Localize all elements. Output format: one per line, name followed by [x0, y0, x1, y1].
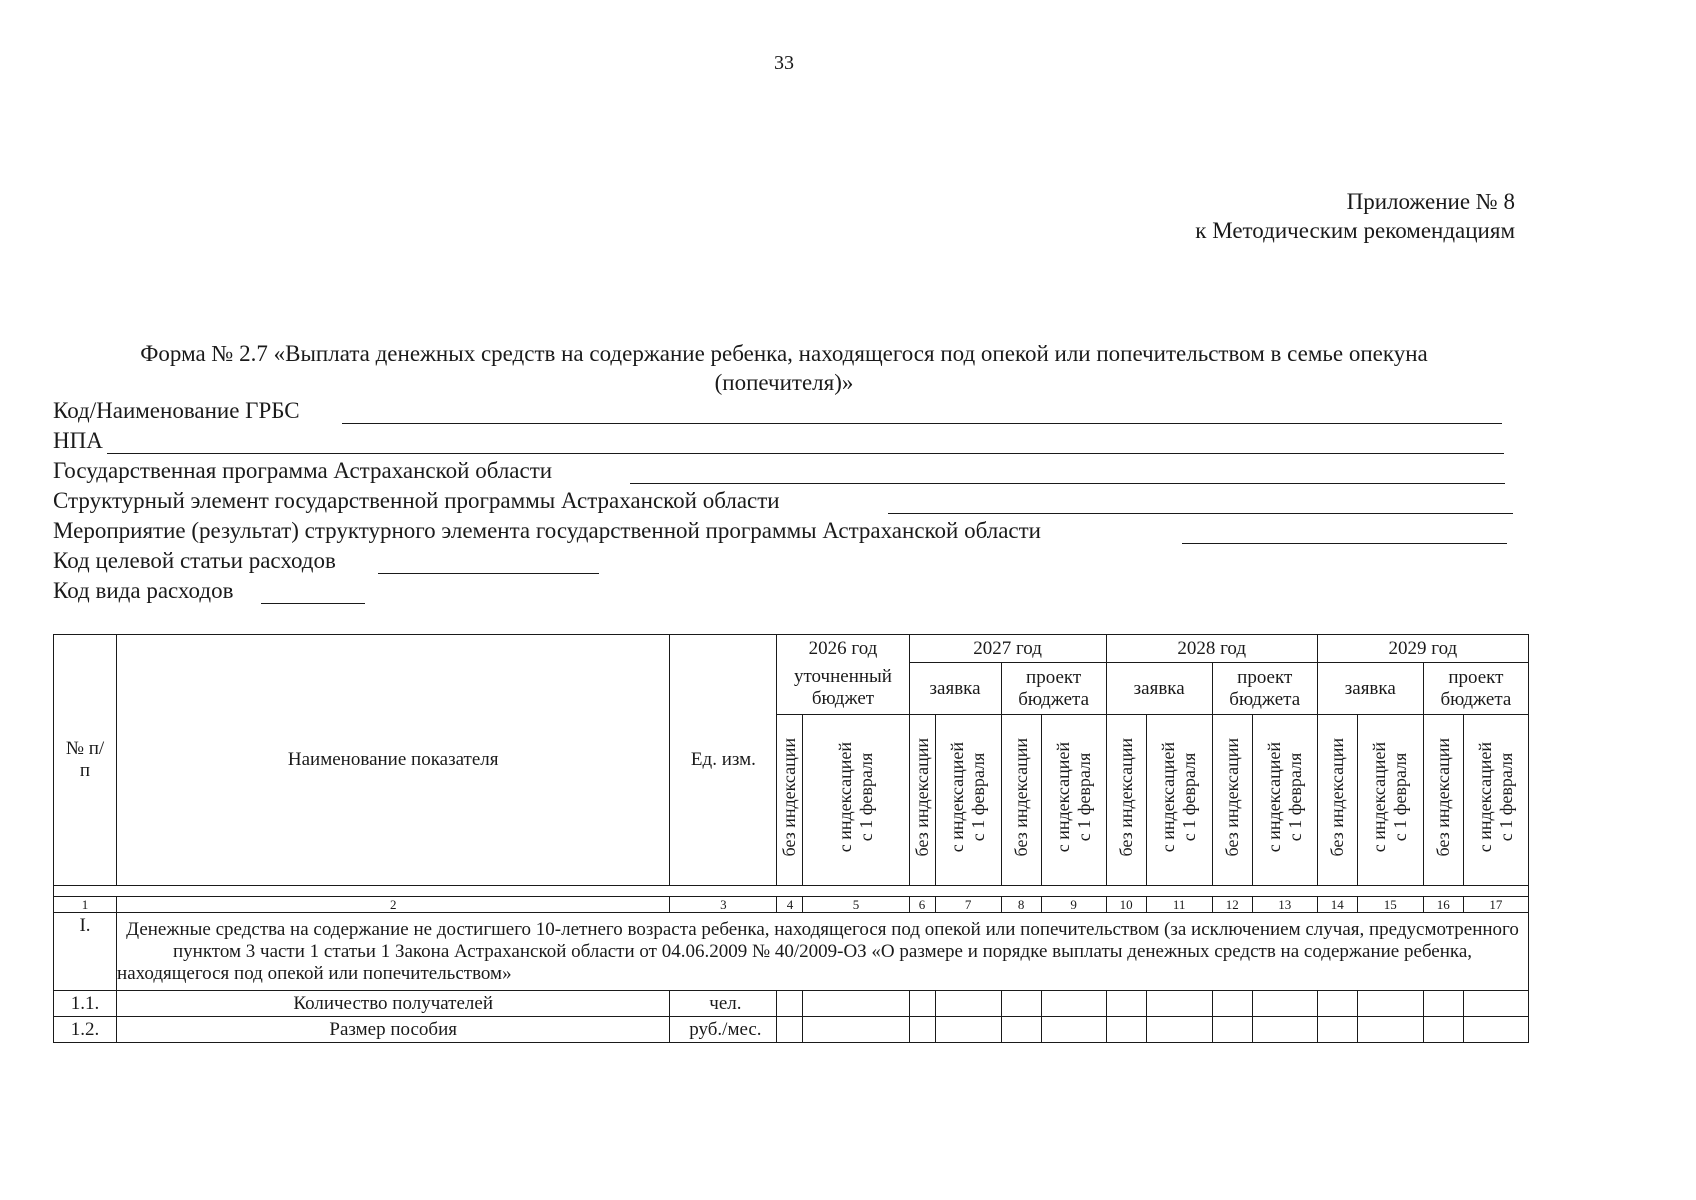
field-activity-line — [1182, 543, 1507, 544]
field-state-program-line — [630, 483, 1505, 484]
table-cell — [1252, 1017, 1317, 1043]
field-expense-type: Код вида расходов — [53, 578, 234, 603]
col-no-index: без индексации — [1001, 715, 1041, 886]
table-cell — [803, 1017, 909, 1043]
column-number: 13 — [1252, 897, 1317, 913]
col-with-index: с индексацией с 1 февраля — [1146, 715, 1212, 886]
column-numbers-row — [54, 897, 1529, 913]
row-indicator-name: Размер пособия — [117, 1017, 670, 1043]
col-no-index: без индексации — [1106, 715, 1146, 886]
column-number: 12 — [1212, 897, 1252, 913]
table-cell — [1106, 991, 1146, 1017]
table-cell — [777, 991, 803, 1017]
column-number: 7 — [935, 897, 1001, 913]
subheader-draft-2029: проект бюджета — [1423, 663, 1528, 715]
row-unit: руб./мес. — [670, 1017, 777, 1043]
row-number: 1.2. — [54, 1017, 117, 1043]
table-cell — [1423, 1017, 1463, 1043]
column-number: 3 — [670, 897, 777, 913]
table-cell — [1317, 1017, 1357, 1043]
table-cell — [1357, 1017, 1423, 1043]
table-cell — [1423, 991, 1463, 1017]
row-number: 1.1. — [54, 991, 117, 1017]
year-2028: 2028 год — [1106, 635, 1317, 663]
col-header-unit: Ед. изм. — [670, 635, 777, 886]
table-cell — [1001, 991, 1041, 1017]
table-cell — [1212, 991, 1252, 1017]
table-row — [54, 1017, 1529, 1043]
table-cell — [777, 1017, 803, 1043]
year-2026: 2026 год — [777, 635, 909, 663]
table-cell — [1041, 991, 1106, 1017]
field-grbs: Код/Наименование ГРБС — [53, 398, 300, 423]
column-number: 8 — [1001, 897, 1041, 913]
col-with-index: с индексацией с 1 февраля — [1357, 715, 1423, 886]
column-number: 11 — [1146, 897, 1212, 913]
field-npa: НПА — [53, 428, 103, 453]
section-description: Денежные средства на содержание не достигшего 10-летнего возраста ребенка, находящегося под опекой или попечительством (за исключением случая, предусмотренного пунктом 3 части 1 статьи 1 Закона Астраханской области от 04.06.2009 № 40/2009-ОЗ «О размере и порядке выплаты денежных средств на содержание ребенка, находящегося под опекой или попечительством» — [117, 913, 1529, 991]
table-cell — [1041, 1017, 1106, 1043]
col-no-index: без индексации — [1423, 715, 1463, 886]
col-no-index: без индексации — [1212, 715, 1252, 886]
col-header-no: № п/п — [54, 635, 117, 886]
section-number: I. — [54, 913, 117, 991]
row-indicator-name: Количество получателей — [117, 991, 670, 1017]
col-with-index: с индексацией с 1 февраля — [1041, 715, 1106, 886]
indicators-table — [53, 634, 1529, 1043]
table-cell — [1146, 1017, 1212, 1043]
appendix-reference: к Методическим рекомендациям — [1195, 218, 1515, 243]
column-number: 17 — [1463, 897, 1528, 913]
column-number: 14 — [1317, 897, 1357, 913]
field-target-code-line — [378, 573, 599, 574]
subheader-request-2029: заявка — [1317, 663, 1423, 715]
field-npa-line — [107, 453, 1504, 454]
column-number: 10 — [1106, 897, 1146, 913]
table-cell — [1463, 991, 1528, 1017]
subheader-refined-budget: уточненный бюджет — [777, 663, 909, 715]
table-cell — [1252, 991, 1317, 1017]
table-cell — [1106, 1017, 1146, 1043]
table-cell — [803, 991, 909, 1017]
col-with-index: с индексацией с 1 февраля — [935, 715, 1001, 886]
appendix-number: Приложение № 8 — [1346, 189, 1515, 214]
table-row — [54, 991, 1529, 1017]
column-number: 9 — [1041, 897, 1106, 913]
col-no-index: без индексации — [909, 715, 935, 886]
row-unit: чел. — [670, 991, 777, 1017]
subheader-request-2027: заявка — [909, 663, 1001, 715]
subheader-request-2028: заявка — [1106, 663, 1212, 715]
column-number: 4 — [777, 897, 803, 913]
subheader-draft-2027: проект бюджета — [1001, 663, 1106, 715]
table-cell — [1317, 991, 1357, 1017]
table-cell — [1001, 1017, 1041, 1043]
section-row — [54, 913, 1529, 991]
table-cell — [1212, 1017, 1252, 1043]
column-number: 15 — [1357, 897, 1423, 913]
column-number: 6 — [909, 897, 935, 913]
field-activity: Мероприятие (результат) структурного элемента государственной программы Астраханской области — [53, 518, 1041, 543]
field-grbs-line — [342, 423, 1502, 424]
table-cell — [1146, 991, 1212, 1017]
table-cell — [935, 991, 1001, 1017]
field-expense-type-line — [261, 603, 365, 604]
field-target-code: Код целевой статьи расходов — [53, 548, 336, 573]
field-state-program: Государственная программа Астраханской области — [53, 458, 553, 483]
field-structural-element: Структурный элемент государственной программы Астраханской области — [53, 488, 780, 513]
page-number: 33 — [774, 52, 794, 74]
table-cell — [909, 1017, 935, 1043]
column-number: 16 — [1423, 897, 1463, 913]
col-header-name: Наименование показателя — [117, 635, 670, 886]
table-cell — [935, 1017, 1001, 1043]
year-2029: 2029 год — [1317, 635, 1528, 663]
col-with-index: с индексацией с 1 февраля — [1463, 715, 1528, 886]
column-number: 2 — [117, 897, 670, 913]
column-number: 1 — [54, 897, 117, 913]
column-number: 5 — [803, 897, 909, 913]
col-with-index: с индексацией с 1 февраля — [803, 715, 909, 886]
table-cell — [909, 991, 935, 1017]
col-with-index: с индексацией с 1 февраля — [1252, 715, 1317, 886]
col-no-index: без индексации — [777, 715, 803, 886]
col-no-index: без индексации — [1317, 715, 1357, 886]
year-2027: 2027 год — [909, 635, 1106, 663]
subheader-draft-2028: проект бюджета — [1212, 663, 1317, 715]
field-structural-element-line — [888, 513, 1513, 514]
table-cell — [1463, 1017, 1528, 1043]
header-separator — [54, 886, 1529, 897]
form-title: Форма № 2.7 «Выплата денежных средств на содержание ребенка, находящегося под опекой или попечительством в семье опекуна (попечителя)» — [140, 341, 1428, 395]
table-cell — [1357, 991, 1423, 1017]
